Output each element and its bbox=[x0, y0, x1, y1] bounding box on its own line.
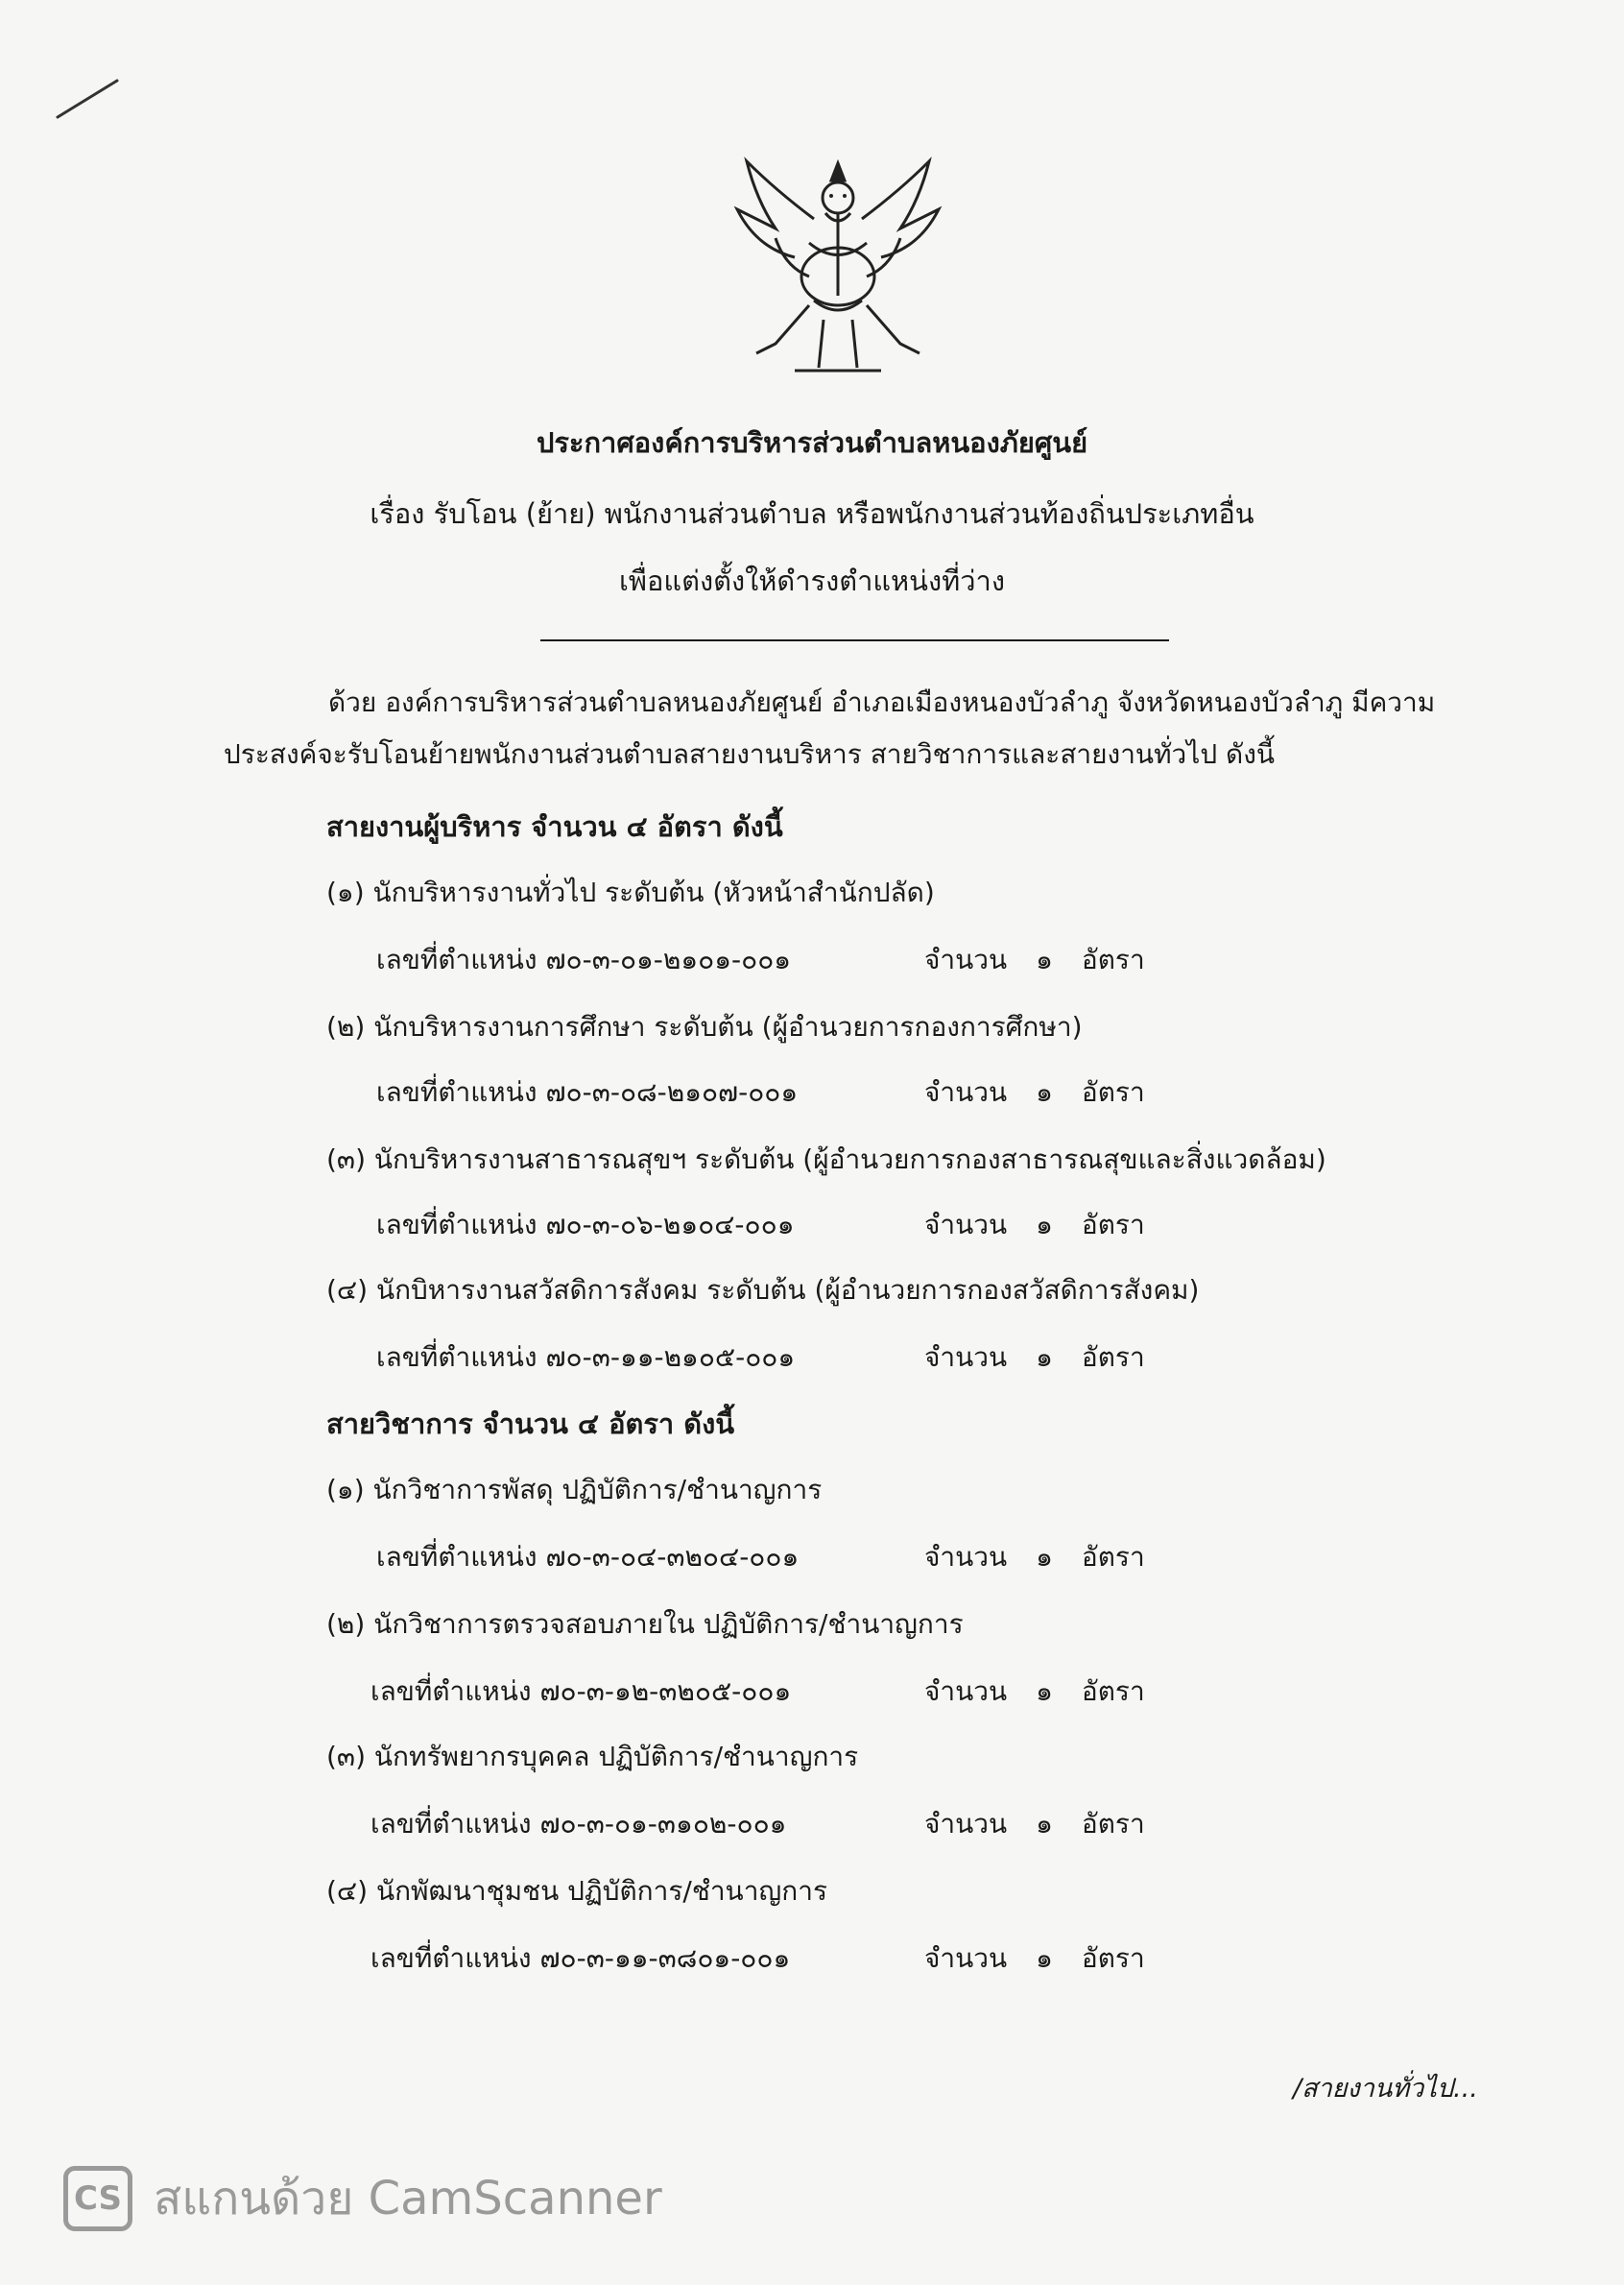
pen-mark bbox=[54, 75, 121, 123]
amount-value: ๑ bbox=[1036, 1675, 1053, 1707]
amount-unit: อัตรา bbox=[1081, 1209, 1145, 1240]
position-number: เลขที่ตำแหน่ง ๗๐-๓-๐๑-๓๑๐๒-๐๐๑ bbox=[370, 1808, 787, 1840]
position-amount bbox=[924, 1204, 1145, 1246]
subject-line-2: เพื่อแต่งตั้งให้ดำรงตำแหน่งที่ว่าง bbox=[618, 565, 1005, 597]
position-amount bbox=[924, 1803, 1145, 1845]
position-label: (๔) นักบิหารงานสวัสดิการสังคม ระดับต้น (ผู้อำนวยการกองสวัสดิการสังคม) bbox=[326, 1274, 1200, 1306]
position-amount bbox=[924, 1671, 1145, 1713]
watermark-text: สแกนด้วย CamScanner bbox=[154, 2172, 662, 2225]
position-label: (๑) นักบริหารงานทั่วไป ระดับต้น (หัวหน้าสำนักปลัด) bbox=[326, 877, 935, 908]
intro-line-1: ด้วย องค์การบริหารส่วนตำบลหนองภัยศูนย์ อำเภอเมืองหนองบัวลำภู จังหวัดหนองบัวลำภู มีความ bbox=[328, 686, 1436, 718]
amount-unit: อัตรา bbox=[1081, 1076, 1145, 1108]
amount-label: จำนวน bbox=[924, 1808, 1008, 1840]
position-label: (๓) นักทรัพยากรบุคคล ปฏิบัติการ/ชำนาญการ bbox=[326, 1741, 859, 1772]
amount-label: จำนวน bbox=[924, 1076, 1008, 1108]
position-number: เลขที่ตำแหน่ง ๗๐-๓-๐๘-๒๑๐๗-๐๐๑ bbox=[376, 1076, 799, 1108]
amount-unit: อัตรา bbox=[1081, 1341, 1145, 1373]
amount-value: ๑ bbox=[1036, 1209, 1053, 1240]
camscanner-watermark bbox=[63, 2165, 662, 2232]
amount-label: จำนวน bbox=[924, 944, 1008, 975]
amount-label: จำนวน bbox=[924, 1942, 1008, 1974]
amount-value: ๑ bbox=[1036, 1541, 1053, 1573]
subject-line-1: เรื่อง รับโอน (ย้าย) พนักงานส่วนตำบล หรือพนักงานส่วนท้องถิ่นประเภทอื่น bbox=[370, 497, 1254, 530]
position-number: เลขที่ตำแหน่ง ๗๐-๓-๐๔-๓๒๐๔-๐๐๑ bbox=[376, 1541, 800, 1573]
amount-value: ๑ bbox=[1036, 944, 1053, 975]
amount-label: จำนวน bbox=[924, 1541, 1008, 1573]
position-number: เลขที่ตำแหน่ง ๗๐-๓-๑๑-๒๑๐๕-๐๐๑ bbox=[376, 1341, 796, 1373]
announcement-title: ประกาศองค์การบริหารส่วนตำบลหนองภัยศูนย์ bbox=[536, 426, 1088, 459]
position-number: เลขที่ตำแหน่ง ๗๐-๓-๑๑-๓๘๐๑-๐๐๑ bbox=[370, 1942, 791, 1974]
intro-line-2: ประสงค์จะรับโอนย้ายพนักงานส่วนตำบลสายงานบริหาร สายวิชาการและสายงานทั่วไป ดังนี้ bbox=[224, 738, 1276, 770]
section-heading: สายวิชาการ จำนวน ๔ อัตรา ดังนี้ bbox=[326, 1407, 735, 1440]
amount-value: ๑ bbox=[1036, 1942, 1053, 1974]
amount-value: ๑ bbox=[1036, 1808, 1053, 1840]
position-amount bbox=[924, 1336, 1145, 1379]
position-amount bbox=[924, 939, 1145, 981]
position-label: (๒) นักวิชาการตรวจสอบภายใน ปฏิบัติการ/ชำนาญการ bbox=[326, 1608, 964, 1640]
amount-value: ๑ bbox=[1036, 1341, 1053, 1373]
position-label: (๓) นักบริหารงานสาธารณสุขฯ ระดับต้น (ผู้อำนวยการกองสาธารณสุขและสิ่งแวดล้อม) bbox=[326, 1143, 1326, 1175]
divider bbox=[540, 639, 1169, 641]
section-heading: สายงานผู้บริหาร จำนวน ๔ อัตรา ดังนี้ bbox=[326, 810, 783, 843]
amount-label: จำนวน bbox=[924, 1341, 1008, 1373]
position-amount bbox=[924, 1071, 1145, 1114]
amount-unit: อัตรา bbox=[1081, 1942, 1145, 1974]
position-amount bbox=[924, 1536, 1145, 1578]
position-amount bbox=[924, 1937, 1145, 1980]
amount-unit: อัตรา bbox=[1081, 1808, 1145, 1840]
position-number: เลขที่ตำแหน่ง ๗๐-๓-๐๖-๒๑๐๔-๐๐๑ bbox=[376, 1209, 795, 1240]
position-label: (๑) นักวิชาการพัสดุ ปฏิบัติการ/ชำนาญการ bbox=[326, 1474, 823, 1505]
position-number: เลขที่ตำแหน่ง ๗๐-๓-๑๒-๓๒๐๕-๐๐๑ bbox=[370, 1675, 792, 1707]
camscanner-logo-icon: CS bbox=[63, 2166, 132, 2231]
amount-label: จำนวน bbox=[924, 1209, 1008, 1240]
garuda-emblem bbox=[718, 152, 958, 382]
amount-unit: อัตรา bbox=[1081, 944, 1145, 975]
position-label: (๒) นักบริหารงานการศึกษา ระดับต้น (ผู้อำนวยการกองการศึกษา) bbox=[326, 1011, 1083, 1043]
position-label: (๔) นักพัฒนาชุมชน ปฏิบัติการ/ชำนาญการ bbox=[326, 1875, 827, 1907]
amount-unit: อัตรา bbox=[1081, 1675, 1145, 1707]
continuation-note: /สายงานทั่วไป... bbox=[1293, 2074, 1478, 2104]
amount-unit: อัตรา bbox=[1081, 1541, 1145, 1573]
amount-value: ๑ bbox=[1036, 1076, 1053, 1108]
amount-label: จำนวน bbox=[924, 1675, 1008, 1707]
position-number: เลขที่ตำแหน่ง ๗๐-๓-๐๑-๒๑๐๑-๐๐๑ bbox=[376, 944, 792, 975]
